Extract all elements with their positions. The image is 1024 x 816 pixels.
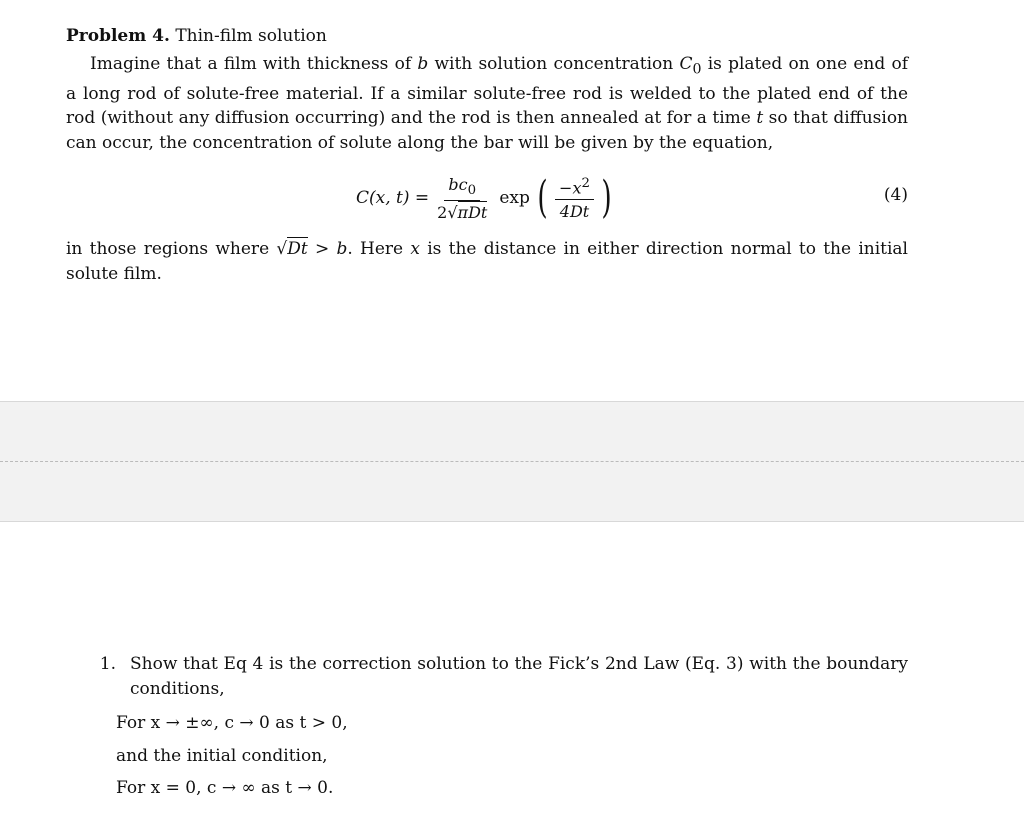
- after-text-d: is the distance in either direction normal to the initial solute film.: [66, 239, 908, 284]
- after-symbol-b: b: [336, 239, 348, 260]
- right-paren: ): [601, 172, 612, 224]
- boundary-condition: For x → ±∞, c → 0 as t > 0,: [116, 713, 348, 733]
- question-text: Show that Eq 4 is the correction solution to the Fick’s 2nd Law (Eq. 3) with the boundary conditions,: [130, 654, 908, 699]
- prefactor-denominator: [433, 201, 491, 222]
- equation: [356, 165, 615, 231]
- problem-intro: [66, 52, 908, 155]
- intro-text-c: is plated on one end of a long rod of solute-free material. If a similar solute-free rod is welded to the plated end of the rod (without any diffusion occurring) and the rod is then annealed at for a time: [66, 54, 908, 129]
- den1-sqrt-content: πDt: [457, 202, 488, 222]
- problem-title: [66, 24, 908, 48]
- question-block: [66, 652, 908, 801]
- page-gap-bottom: [0, 462, 1024, 522]
- after-text-c: . Here: [347, 239, 411, 260]
- num1-text: bc: [448, 174, 468, 194]
- after-text-a: in those regions where: [66, 239, 277, 260]
- left-paren: (: [537, 172, 548, 224]
- num1-sub: 0: [467, 182, 477, 198]
- den1-two: 2: [437, 202, 448, 222]
- problem-label: Problem 4.: [66, 26, 170, 46]
- exponent-numerator: [555, 176, 594, 200]
- exponent-denominator: 4Dt: [559, 202, 590, 222]
- equation-number: (4): [883, 185, 908, 206]
- intro-text-a: Imagine that a film with thickness of: [90, 54, 418, 74]
- problem-name: Thin-film solution: [175, 26, 327, 46]
- symbol-b: b: [417, 54, 429, 74]
- prefactor-numerator: [444, 175, 480, 201]
- fraction-prefactor: [433, 175, 491, 222]
- fraction-exponent: [555, 176, 594, 221]
- initial-condition: For x = 0, c → ∞ as t → 0.: [116, 778, 334, 798]
- after-equation-text: [66, 237, 908, 286]
- question-number: 1.: [99, 654, 116, 674]
- symbol-C: C: [679, 54, 693, 74]
- num2-text: −x: [559, 178, 582, 198]
- initial-condition-intro: and the initial condition,: [116, 745, 328, 766]
- sqrt-symbol: √πDt: [447, 202, 488, 222]
- subscript-0: 0: [692, 61, 702, 78]
- intro-text-d: so that diffusion can occur, the concentration of solute along the bar will be given by the equation,: [66, 108, 909, 153]
- problem-block: [66, 24, 908, 286]
- equation-row: [66, 165, 908, 231]
- num2-sup: 2: [581, 175, 590, 191]
- page-gap-top: [0, 401, 1024, 462]
- after-text-b: >: [307, 239, 337, 260]
- sqrt-Dt: √Dt: [276, 239, 308, 260]
- sqrt-Dt-content: Dt: [287, 239, 308, 260]
- intro-text-b: with solution concentration: [428, 54, 680, 74]
- exp-function: exp: [499, 188, 530, 209]
- question-item: [66, 652, 908, 701]
- after-symbol-x: x: [410, 239, 420, 260]
- symbol-t: t: [756, 108, 764, 129]
- equation-lhs: C(x, t) =: [356, 188, 430, 209]
